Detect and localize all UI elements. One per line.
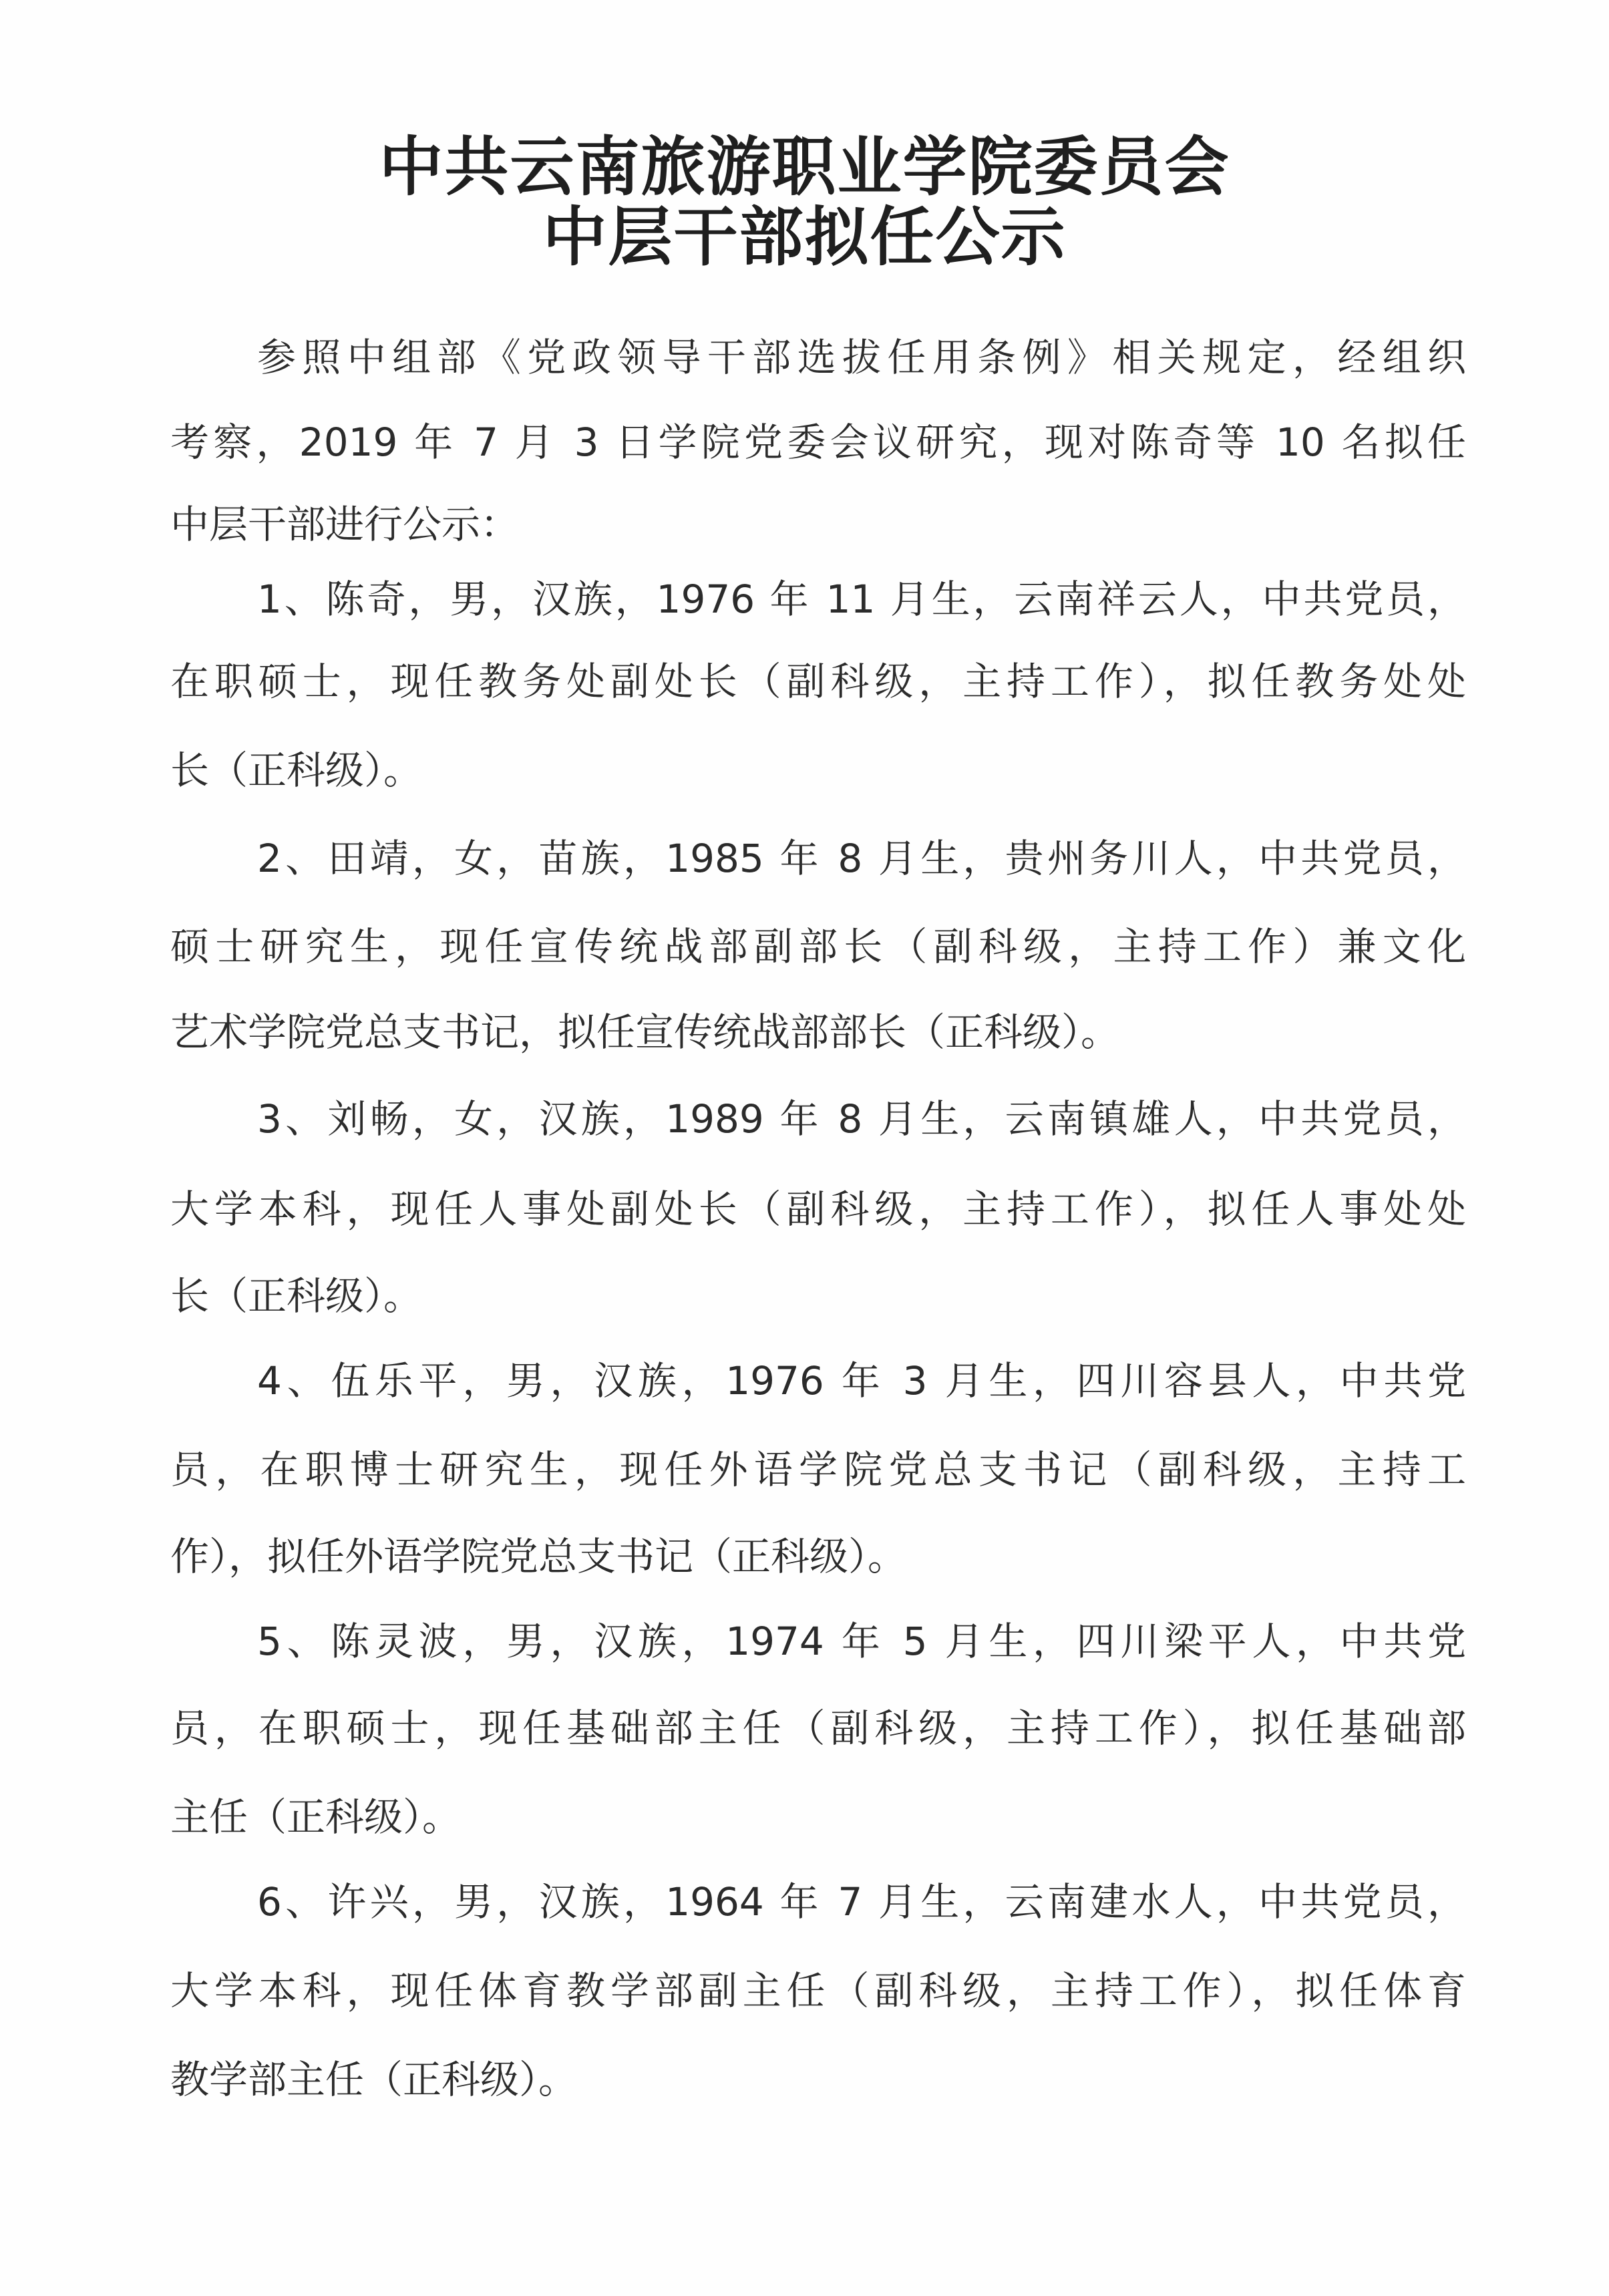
- entry-5-line-2: 员，在职硕士，现任基础部主任（副科级，主持工作），拟任基础部: [170, 1705, 1466, 1751]
- intro-line-2: 考察，2019 年 7 月 3 日学院党委会议研究，现对陈奇等 10 名拟任: [170, 420, 1466, 465]
- entry-5-line-1: 5、陈灵波，男，汉族，1974 年 5 月生，四川梁平人，中共党: [257, 1619, 1466, 1664]
- document-title-line-1: 中共云南旅游职业学院委员会: [379, 130, 1230, 204]
- entry-1-line-1: 1、陈奇，男，汉族，1976 年 11 月生，云南祥云人，中共党员，: [257, 577, 1466, 622]
- entry-2-line-3: 艺术学院党总支书记，拟任宣传统战部部长（正科级）。: [170, 1009, 1120, 1055]
- entry-2-line-2: 硕士研究生，现任宣传统战部副部长（副科级，主持工作）兼文化: [170, 924, 1466, 969]
- entry-6-line-3: 教学部主任（正科级）。: [170, 2057, 578, 2102]
- entry-3-line-3: 长（正科级）。: [170, 1273, 423, 1319]
- document-title-line-2: 中层干部拟任公示: [542, 200, 1067, 275]
- entry-1-line-2: 在职硕士，现任教务处副处长（副科级，主持工作），拟任教务处处: [170, 659, 1466, 704]
- intro-line-1: 参照中组部《党政领导干部选拔任用条例》相关规定，经组织: [257, 335, 1466, 380]
- entry-1-line-3: 长（正科级）。: [170, 748, 423, 793]
- entry-4-line-1: 4、伍乐平，男，汉族，1976 年 3 月生，四川容县人，中共党: [257, 1358, 1466, 1404]
- entry-3-line-2: 大学本科，现任人事处副处长（副科级，主持工作），拟任人事处处: [170, 1186, 1466, 1232]
- entry-5-line-3: 主任（正科级）。: [170, 1794, 462, 1840]
- entry-4-line-3: 作），拟任外语学院党总支书记（正科级）。: [170, 1534, 907, 1579]
- entry-3-line-1: 3、刘畅，女，汉族，1989 年 8 月生，云南镇雄人，中共党员，: [257, 1096, 1466, 1142]
- entry-6-line-1: 6、许兴，男，汉族，1964 年 7 月生，云南建水人，中共党员，: [257, 1879, 1466, 1925]
- entry-4-line-2: 员，在职博士研究生，现任外语学院党总支书记（副科级，主持工: [170, 1447, 1466, 1492]
- intro-line-3: 中层干部进行公示：: [170, 502, 520, 547]
- entry-6-line-2: 大学本科，现任体育教学部副主任（副科级，主持工作），拟任体育: [170, 1968, 1466, 2013]
- entry-2-line-1: 2、田靖，女，苗族，1985 年 8 月生，贵州务川人，中共党员，: [257, 836, 1466, 881]
